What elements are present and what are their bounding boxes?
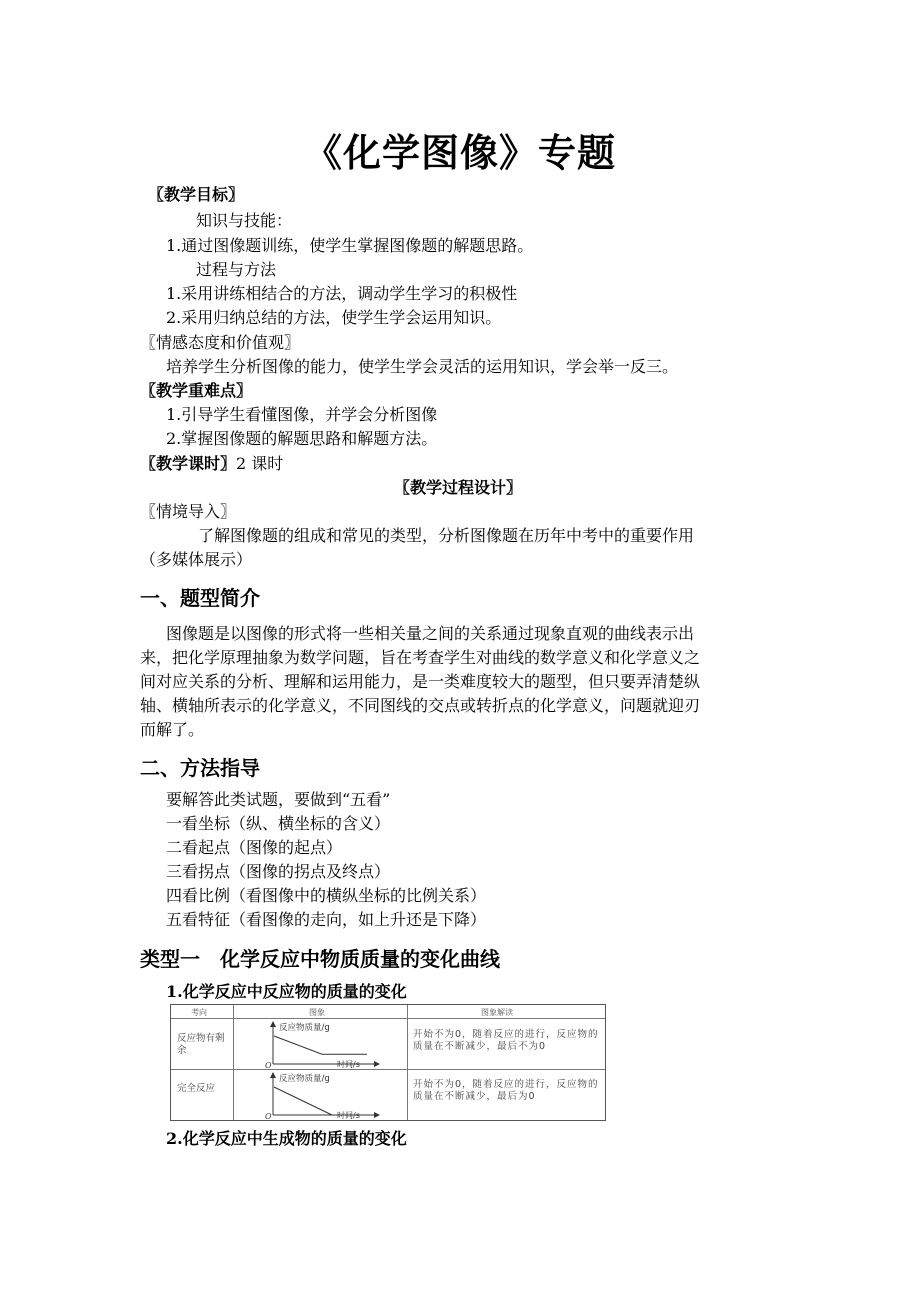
table-row-2-reading: 开始不为0，随着反应的进行，反应物的质量在不断减少，最后为0 (413, 1079, 599, 1102)
hours-value: 2 课时 (236, 454, 284, 473)
values-text: 培养学生分析图像的能力，使学生学会灵活的运用知识，学会举一反三。 (166, 357, 679, 376)
table-row-2-origin: O (265, 1112, 272, 1119)
method-item-4: 四看比例（看图像中的横纵坐标的比例关系） (166, 886, 487, 905)
knowledge-label: 知识与技能： (196, 211, 293, 230)
section-1-line-5: 而解了。 (140, 720, 205, 739)
table-row-1-graph (237, 1020, 403, 1068)
type-1-sub-2: 2.化学反应中生成物的质量的变化 (166, 1129, 407, 1148)
table-row-2-case: 完全反应 (177, 1083, 216, 1094)
process-item-2: 2.采用归纳总结的方法，使学生学会运用知识。 (166, 308, 502, 327)
table-header-reading: 图象解读 (481, 1008, 513, 1017)
table-divider (171, 1018, 605, 1019)
intro-line-2: （多媒体展示） (140, 550, 253, 569)
table-divider (407, 1005, 408, 1120)
key-points-heading: 〖教学重难点〗 (140, 381, 253, 400)
type-1-sub-1: 1.化学反应中反应物的质量的变化 (166, 982, 407, 1001)
table-row-2-graph (237, 1071, 403, 1119)
intro-line-1: 了解图像题的组成和常见的类型，分析图像题在历年中考中的重要作用 (198, 526, 695, 545)
key-point-2: 2.掌握图像题的解题思路和解题方法。 (166, 429, 438, 448)
type-1-heading: 类型一 化学反应中物质质量的变化曲线 (140, 947, 500, 971)
hours-line (140, 452, 283, 476)
key-point-1: 1.引导学生看懂图像，并学会分析图像 (166, 405, 438, 424)
method-item-1: 一看坐标（纵、横坐标的含义） (166, 814, 391, 833)
section-2-lead: 要解答此类试题，要做到“五看” (166, 790, 391, 809)
section-1-line-2: 来，把化学原理抽象为数学问题，旨在考查学生对曲线的数学意义和化学意义之 (140, 648, 701, 667)
knowledge-item-1: 1.通过图像题训练，使学生掌握图像题的解题思路。 (166, 236, 534, 255)
page-title: 《化学图像》专题 (303, 131, 616, 175)
table-row-1-origin: O (265, 1061, 272, 1068)
section-1-line-4: 轴、横轴所表示的化学意义，不同图线的交点或转折点的化学意义，问题就迎刃 (140, 696, 701, 715)
process-label: 过程与方法 (196, 260, 277, 279)
objectives-heading: 〖教学目标〗 (148, 185, 245, 204)
section-1-line-1: 图像题是以图像的形式将一些相关量之间的关系通过现象直观的曲线表示出 (166, 624, 695, 643)
process-item-1: 1.采用讲练相结合的方法，调动学生学习的积极性 (166, 284, 518, 303)
intro-heading: 〖情境导入〗 (140, 502, 237, 521)
table-divider (171, 1069, 605, 1070)
table-row-1-x-label: 时间/s (337, 1060, 360, 1068)
reactant-mass-table (170, 1004, 606, 1121)
section-1-heading: 一、题型简介 (140, 586, 260, 610)
table-row-2-curve (274, 1087, 332, 1115)
table-divider (233, 1005, 234, 1120)
table-row-2-y-label: 反应物质量/g (279, 1074, 330, 1084)
table-header-graph: 图象 (309, 1008, 325, 1017)
section-2-heading: 二、方法指导 (140, 756, 260, 780)
process-design-heading: 〖教学过程设计〗 (394, 478, 523, 497)
table-header-direction: 考向 (191, 1008, 207, 1017)
method-item-3: 三看拐点（图像的拐点及终点） (166, 862, 391, 881)
table-row-1-case: 反应物有剩余 (177, 1033, 225, 1056)
hours-heading: 〖教学课时〗 (140, 454, 237, 473)
table-row-1-curve (274, 1036, 367, 1054)
method-item-2: 二看起点（图像的起点） (166, 838, 343, 857)
values-heading: 〖情感态度和价值观〗 (140, 333, 301, 352)
table-row-1-reading: 开始不为0，随着反应的进行，反应物的质量在不断减少，最后不为0 (413, 1029, 599, 1052)
table-row-2-x-label: 时间/s (337, 1111, 360, 1119)
section-1-line-3: 间对应关系的分析、理解和运用能力，是一类难度较大的题型，但只要弄清楚纵 (140, 672, 701, 691)
method-item-5: 五看特征（看图像的走向，如上升还是下降） (166, 910, 487, 929)
table-row-1-y-label: 反应物质量/g (279, 1023, 330, 1033)
